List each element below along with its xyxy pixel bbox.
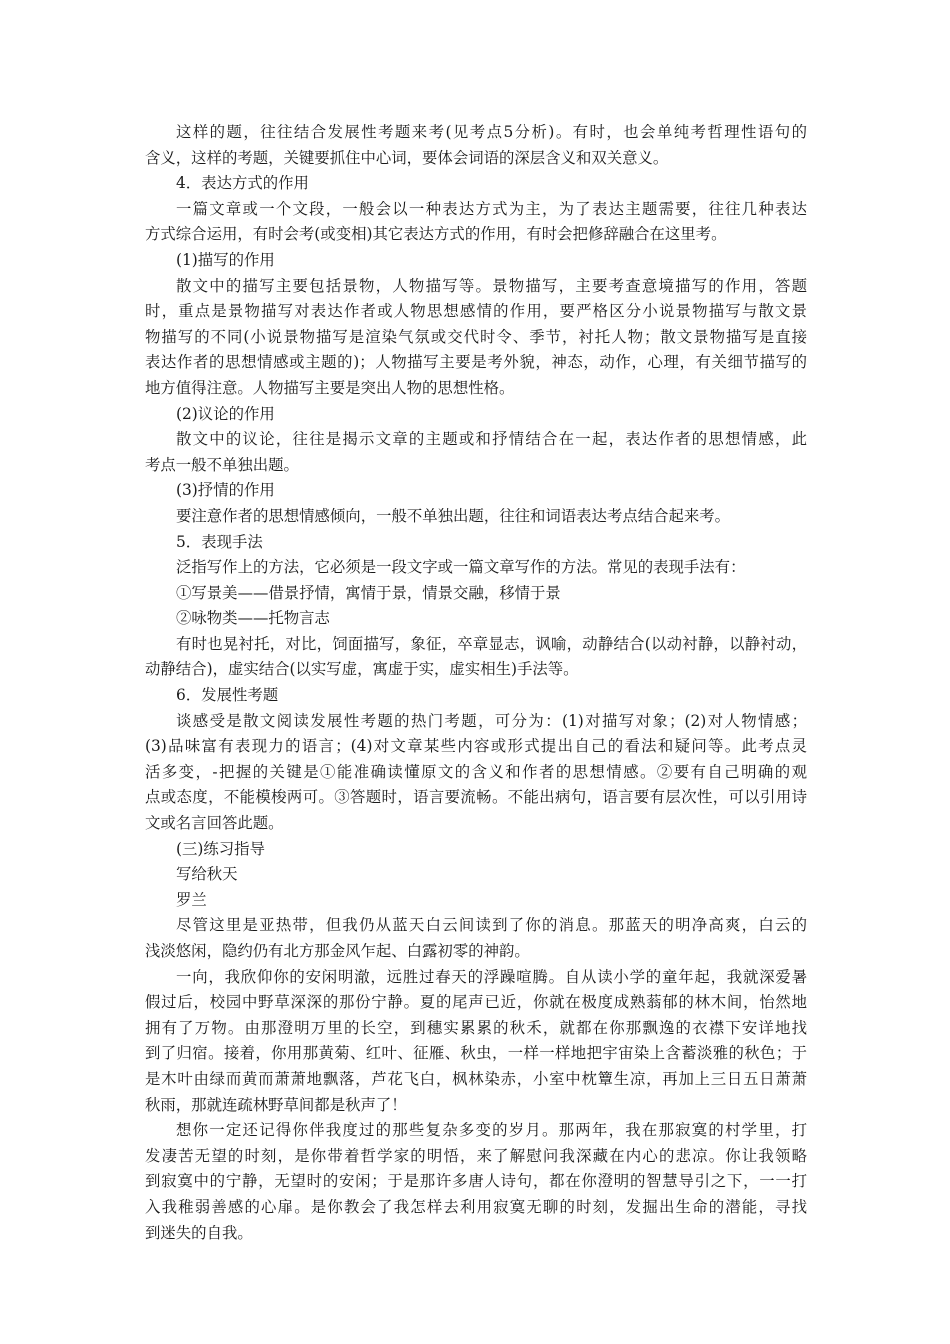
paragraph (145, 248, 807, 274)
paragraph (145, 1118, 807, 1246)
text-line: 地方值得注意。人物描写主要是突出人物的思想性格。 (145, 378, 515, 397)
paragraph (145, 530, 807, 556)
text-line: 罗兰 (176, 890, 207, 909)
text-line: 这样的题，往往结合发展性考题来考(见考点5分析)。有时，也会单纯考哲理性语句的 (176, 123, 807, 141)
text-line: 要注意作者的思想情感倾向，一般不单独出题，往往和词语表达考点结合起来考。 (176, 506, 731, 525)
text-line: 4．表达方式的作用 (176, 174, 309, 193)
text-line: 假过后，校园中野草深深的那份宁静。夏的尾声已近，你就在极度成熟蓊郁的林木间，怡然地 (145, 993, 807, 1012)
text-line: 到寂寞中的宁静，无望时的安闲；于是那许多唐人诗句，都在你澄明的智慧导引之下，一一打 (145, 1172, 807, 1191)
text-line: 散文中的描写主要包括景物，人物描写等。景物描写，主要考查意境描写的作用，答题 (176, 276, 807, 295)
paragraph (145, 402, 807, 428)
text-line: 是木叶由绿而黄而萧萧地飘落，芦花飞白，枫林染赤，小室中枕簟生凉，再加上三日五日萧萧 (145, 1069, 807, 1088)
paragraph (145, 709, 807, 837)
text-line: 浅淡悠闲，隐约仍有北方那金风乍起、白露初零的神韵。 (145, 942, 530, 960)
text-line: 入我稚弱善感的心扉。是你教会了我怎样去利用寂寞无聊的时刻，发掘出生命的潜能，寻找 (145, 1197, 807, 1216)
text-line: 散文中的议论，往往是揭示文章的主题或和抒情结合在一起，表达作者的思想情感，此 (176, 430, 807, 449)
text-line: 拥有了万物。由那澄明万里的长空，到穗实累累的秋禾，就都在你那飘逸的衣襟下安详地找 (145, 1018, 807, 1037)
paragraph (145, 965, 807, 1119)
paragraph (145, 504, 807, 530)
paragraph (145, 274, 807, 402)
paragraph (145, 632, 807, 683)
text-line: 含义，这样的考题，关键要抓住中心词，要体会词语的深层含义和双关意义。 (145, 148, 669, 167)
paragraph (145, 197, 807, 248)
text-line: 文或名言回答此题。 (145, 814, 284, 833)
text-line: 时，重点是景物描写对表达作者或人物思想感情的作用，要严格区分小说景物描写与散文景 (145, 302, 807, 321)
text-line: 到迷失的自我。 (145, 1223, 253, 1242)
text-line: 考点一般不单独出题。 (145, 455, 299, 474)
paragraph (145, 837, 807, 863)
paragraph (145, 581, 807, 607)
text-line: 一篇文章或一个文段，一般会以一种表达方式为主，为了表达主题需要，往往几种表达 (176, 199, 807, 218)
text-line: (3)品味富有表现力的语言；(4)对文章某些内容或形式提出自己的看法和疑问等。此考点灵 (145, 737, 807, 756)
paragraph (145, 913, 807, 964)
text-line: 有时也晃衬托，对比，饲面描写，象征，卒章显志，讽喻，动静结合(以动衬静，以静衬动， (176, 634, 807, 653)
paragraph (145, 888, 807, 914)
text-line: 到了归宿。接着，你用那黄菊、红叶、征雁、秋虫，一样一样地把宇宙染上含蓄淡雅的秋色；于 (145, 1044, 807, 1063)
text-line: 点或态度，不能模梭两可。③答题时，语言要流畅。不能出病句，语言要有层次性，可以引用诗 (145, 788, 807, 807)
text-line: 秋雨，那就连疏林野草间都是秋声了！ (145, 1095, 407, 1114)
paragraph (145, 120, 807, 171)
text-line: 发凄苦无望的时刻，是你带着哲学家的明悟，来了解慰问我深藏在内心的悲凉。你让我领略 (145, 1146, 807, 1165)
paragraph (145, 171, 807, 197)
text-line: (1)描写的作用 (176, 250, 275, 269)
text-line: ①写景美——借景抒情，寓情于景，情景交融，移情于景 (176, 583, 561, 602)
text-line: 6．发展性考题 (176, 686, 279, 705)
paragraph (145, 427, 807, 478)
text-line: (2)议论的作用 (176, 404, 275, 423)
paragraph (145, 555, 807, 581)
text-line: 泛指写作上的方法，它必须是一段文字或一篇文章写作的方法。常见的表现手法有： (176, 558, 746, 577)
text-line: 谈感受是散文阅读发展性考题的热门考题，可分为：(1)对描写对象；(2)对人物情感； (176, 711, 807, 730)
text-line: 尽管这里是亚热带，但我仍从蓝天白云间读到了你的消息。那蓝天的明净高爽，白云的 (176, 916, 807, 935)
paragraph (145, 478, 807, 504)
text-line: 物描写的不同(小说景物描写是渲染气氛或交代时令、季节，衬托人物；散文景物描写是直接 (145, 327, 807, 346)
text-line: 想你一定还记得你伴我度过的那些复杂多变的岁月。那两年，我在那寂寞的村学里，打 (176, 1121, 807, 1140)
text-line: 动静结合)，虚实结合(以实写虚，寓虚于实，虚实相生)手法等。 (145, 660, 579, 679)
text-line: 方式综合运用，有时会考(或变相)其它表达方式的作用，有时会把修辞融合在这里考。 (145, 225, 727, 244)
text-line: 活多变，-把握的关键是①能准确读懂原文的含义和作者的思想情感。②要有自己明确的观 (145, 762, 807, 781)
text-line: (三)练习指导 (176, 839, 265, 858)
text-line: (3)抒情的作用 (176, 481, 275, 500)
text-line: 一向，我欣仰你的安闲明澈，远胜过春天的浮躁喧腾。自从读小学的童年起，我就深爱暑 (176, 967, 807, 986)
document-page (145, 120, 807, 1246)
paragraph (145, 862, 807, 888)
text-line: 写给秋天 (176, 865, 238, 884)
text-line: 表达作者的思想情感或主题的)；人物描写主要是考外貌，神态，动作，心理，有关细节描写的 (145, 353, 807, 372)
text-line: ②咏物类——托物言志 (176, 609, 330, 628)
text-line: 5．表现手法 (176, 532, 263, 551)
paragraph (145, 606, 807, 632)
paragraph (145, 683, 807, 709)
